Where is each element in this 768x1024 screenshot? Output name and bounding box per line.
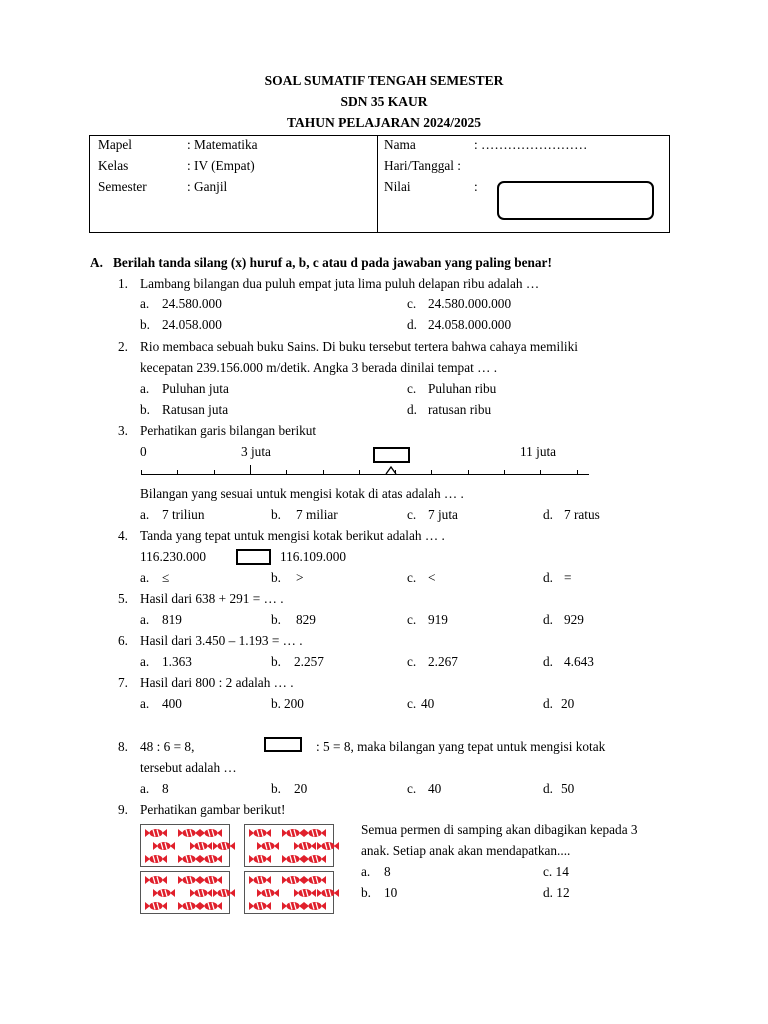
candy-icon <box>294 888 316 898</box>
candy-icon <box>145 901 167 911</box>
candy-icon <box>317 841 339 851</box>
candy-icon <box>190 888 212 898</box>
q3-option-a[interactable]: 7 triliun <box>162 507 205 522</box>
number-line-tick <box>395 470 396 475</box>
candy-icon <box>200 875 222 885</box>
q5-option-a-letter[interactable]: a. <box>140 612 150 627</box>
q9-option-a[interactable]: 8 <box>384 864 391 879</box>
q5-option-d[interactable]: 929 <box>564 612 584 627</box>
q8-option-b-letter[interactable]: b. <box>271 781 281 796</box>
hari-tanggal-label: Hari/Tanggal : <box>384 158 461 173</box>
q3-option-a-letter[interactable]: a. <box>140 507 150 522</box>
candy-icon <box>282 854 304 864</box>
q7-option-d-letter[interactable]: d. <box>543 696 553 711</box>
number-line-tick <box>431 470 432 475</box>
q9-option-c[interactable]: c. 14 <box>543 864 569 879</box>
q2-option-b-letter[interactable]: b. <box>140 402 150 417</box>
q9-text: Perhatikan gambar berikut! <box>140 802 286 817</box>
q1-option-a-letter[interactable]: a. <box>140 296 150 311</box>
q4-left-number: 116.230.000 <box>140 549 206 564</box>
candy-icon <box>200 854 222 864</box>
q5-number: 5. <box>118 591 128 606</box>
candy-icon <box>178 828 200 838</box>
q2-option-d-letter[interactable]: d. <box>407 402 417 417</box>
school-name: SDN 35 KAUR <box>340 94 428 109</box>
number-line-label-3-juta: 3 juta <box>241 444 271 459</box>
q8-option-a[interactable]: 8 <box>162 781 169 796</box>
q4-option-c[interactable]: < <box>428 570 436 585</box>
q1-option-a[interactable]: 24.580.000 <box>162 296 222 311</box>
q6-option-b-letter[interactable]: b. <box>271 654 281 669</box>
q8-option-c-letter[interactable]: c. <box>407 781 417 796</box>
q6-option-d[interactable]: 4.643 <box>564 654 594 669</box>
q6-option-a-letter[interactable]: a. <box>140 654 150 669</box>
number-line-tick <box>577 470 578 475</box>
q1-option-d[interactable]: 24.058.000.000 <box>428 317 512 332</box>
q3-option-b-letter[interactable]: b. <box>271 507 281 522</box>
nama-label: Nama <box>384 137 416 152</box>
nilai-label: Nilai <box>384 179 411 194</box>
candy-icon <box>178 901 200 911</box>
q2-option-c-letter[interactable]: c. <box>407 381 417 396</box>
q5-option-b[interactable]: 829 <box>296 612 316 627</box>
q5-option-d-letter[interactable]: d. <box>543 612 553 627</box>
q8-text-line2: tersebut adalah … <box>140 760 237 775</box>
candy-icon <box>282 875 304 885</box>
q8-option-b[interactable]: 20 <box>294 781 308 796</box>
q4-option-a-letter[interactable]: a. <box>140 570 150 585</box>
q6-option-a[interactable]: 1.363 <box>162 654 192 669</box>
q9-option-d[interactable]: d. 12 <box>543 885 570 900</box>
candy-icon <box>257 841 279 851</box>
q5-option-c-letter[interactable]: c. <box>407 612 417 627</box>
q1-option-b[interactable]: 24.058.000 <box>162 317 222 332</box>
number-line-tick <box>286 470 287 475</box>
q4-option-b-letter[interactable]: b. <box>271 570 281 585</box>
q9-option-a-letter[interactable]: a. <box>361 864 371 879</box>
candy-icon <box>304 828 326 838</box>
q4-answer-box[interactable] <box>236 549 271 565</box>
candy-group-1 <box>140 824 230 867</box>
candy-icon <box>200 901 222 911</box>
q7-option-a[interactable]: 400 <box>162 696 182 711</box>
q2-option-b[interactable]: Ratusan juta <box>162 402 229 417</box>
mapel-value: : Matematika <box>187 137 258 152</box>
q2-option-a[interactable]: Puluhan juta <box>162 381 229 396</box>
candy-icon <box>249 901 271 911</box>
q6-option-b[interactable]: 2.257 <box>294 654 324 669</box>
candy-icon <box>200 828 222 838</box>
q9-option-b-letter[interactable]: b. <box>361 885 371 900</box>
q1-option-c-letter[interactable]: c. <box>407 296 417 311</box>
q6-option-d-letter[interactable]: d. <box>543 654 553 669</box>
candy-icon <box>153 888 175 898</box>
candy-group-3 <box>140 871 230 914</box>
semester-label: Semester <box>98 179 147 194</box>
q9-description-line1: Semua permen di samping akan dibagikan kepada 3 <box>361 822 638 837</box>
candy-icon <box>249 854 271 864</box>
q5-option-b-letter[interactable]: b. <box>271 612 281 627</box>
section-instruction: Berilah tanda silang (x) huruf a, b, c atau d pada jawaban yang paling benar! <box>113 255 552 270</box>
number-line-tick <box>141 470 142 475</box>
q3-option-d-letter[interactable]: d. <box>543 507 553 522</box>
candy-icon <box>282 828 304 838</box>
q3-text-2: Bilangan yang sesuai untuk mengisi kotak di atas adalah … . <box>140 486 464 501</box>
q3-text: Perhatikan garis bilangan berikut <box>140 423 317 438</box>
q8-option-d[interactable]: 50 <box>561 781 575 796</box>
q9-description-line2: anak. Setiap anak akan mendapatkan.... <box>361 843 571 858</box>
candy-icon <box>145 875 167 885</box>
section-label: A. <box>90 255 103 270</box>
q2-text-line1: Rio membaca sebuah buku Sains. Di buku tersebut tertera bahwa cahaya memiliki <box>140 339 578 354</box>
number-line-tick <box>468 470 469 475</box>
q4-text: Tanda yang tepat untuk mengisi kotak berikut adalah … . <box>140 528 445 543</box>
q7-option-b[interactable]: 200 <box>284 696 304 711</box>
candy-icon <box>178 875 200 885</box>
q5-text: Hasil dari 638 + 291 = … . <box>140 591 284 606</box>
q1-text: Lambang bilangan dua puluh empat juta lima puluh delapan ribu adalah … <box>140 276 540 291</box>
q4-option-d-letter[interactable]: d. <box>543 570 553 585</box>
q3-option-b[interactable]: 7 miliar <box>296 507 338 522</box>
number-line-tick <box>250 465 251 475</box>
q4-option-a[interactable]: ≤ <box>162 570 170 585</box>
q5-option-a[interactable]: 819 <box>162 612 182 627</box>
q2-option-c[interactable]: Puluhan ribu <box>428 381 497 396</box>
school-year: TAHUN PELAJARAN 2024/2025 <box>286 115 481 130</box>
q8-option-a-letter[interactable]: a. <box>140 781 150 796</box>
exam-title: SOAL SUMATIF TENGAH SEMESTER <box>264 73 504 88</box>
nama-field[interactable]: : …………………… <box>474 137 588 152</box>
number-line-answer-box[interactable] <box>373 447 410 463</box>
candy-icon <box>145 828 167 838</box>
q6-number: 6. <box>118 633 128 648</box>
q1-number: 1. <box>118 276 128 291</box>
candy-group-4 <box>244 871 334 914</box>
candy-icon <box>304 901 326 911</box>
q3-option-c[interactable]: 7 juta <box>428 507 458 522</box>
q8-text-part1: 48 : 6 = 8, <box>140 739 195 754</box>
q4-option-d[interactable]: = <box>564 570 572 585</box>
q4-right-number: 116.109.000 <box>280 549 346 564</box>
q5-option-c[interactable]: 919 <box>428 612 448 627</box>
number-line-label-11-juta: 11 juta <box>520 444 557 459</box>
candy-group-2 <box>244 824 334 867</box>
candy-icon <box>213 888 235 898</box>
candy-icon <box>304 875 326 885</box>
q7-text: Hasil dari 800 : 2 adalah … . <box>140 675 294 690</box>
number-line-label-0: 0 <box>140 444 147 459</box>
q2-number: 2. <box>118 339 128 354</box>
q7-option-a-letter[interactable]: a. <box>140 696 150 711</box>
q8-option-c[interactable]: 40 <box>428 781 442 796</box>
q6-option-c-letter[interactable]: c. <box>407 654 417 669</box>
candy-icon <box>257 888 279 898</box>
q2-option-a-letter[interactable]: a. <box>140 381 150 396</box>
number-line-tick <box>177 470 178 475</box>
candy-icon <box>282 901 304 911</box>
candy-icon <box>249 828 271 838</box>
q4-number: 4. <box>118 528 128 543</box>
q1-option-c[interactable]: 24.580.000.000 <box>428 296 512 311</box>
candy-icon <box>178 854 200 864</box>
candy-icon <box>153 841 175 851</box>
q9-number: 9. <box>118 802 128 817</box>
q8-text-part2: : 5 = 8, maka bilangan yang tepat untuk mengisi kotak <box>316 739 606 754</box>
q8-number: 8. <box>118 739 128 754</box>
q7-option-c-letter[interactable]: c. <box>407 696 417 711</box>
candy-icon <box>249 875 271 885</box>
candy-icon <box>294 841 316 851</box>
kelas-label: Kelas <box>98 158 129 173</box>
candy-icon <box>213 841 235 851</box>
q4-option-c-letter[interactable]: c. <box>407 570 417 585</box>
number-line-tick <box>323 470 324 475</box>
q3-number: 3. <box>118 423 128 438</box>
number-line-tick <box>359 470 360 475</box>
q3-option-d[interactable]: 7 ratus <box>564 507 600 522</box>
table-divider <box>377 136 378 232</box>
q8-option-d-letter[interactable]: d. <box>543 781 553 796</box>
number-line-tick <box>504 470 505 475</box>
q2-text-line2: kecepatan 239.156.000 m/detik. Angka 3 berada dinilai tempat … . <box>140 360 498 375</box>
q6-option-c[interactable]: 2.267 <box>428 654 458 669</box>
candy-icon <box>304 854 326 864</box>
q1-option-d-letter[interactable]: d. <box>407 317 417 332</box>
score-box[interactable] <box>497 181 654 220</box>
mapel-label: Mapel <box>98 137 132 152</box>
number-line-axis <box>141 474 589 475</box>
q1-option-b-letter[interactable]: b. <box>140 317 150 332</box>
candy-icon <box>190 841 212 851</box>
q2-option-d[interactable]: ratusan ribu <box>428 402 492 417</box>
q3-option-c-letter[interactable]: c. <box>407 507 417 522</box>
q4-option-b[interactable]: > <box>296 570 304 585</box>
number-line-tick <box>214 470 215 475</box>
candy-icon <box>145 854 167 864</box>
q6-text: Hasil dari 3.450 – 1.193 = … . <box>140 633 303 648</box>
q7-option-c[interactable]: 40 <box>421 696 435 711</box>
nilai-colon: : <box>474 179 478 194</box>
q7-option-d[interactable]: 20 <box>561 696 575 711</box>
candy-icon <box>317 888 339 898</box>
semester-value: : Ganjil <box>187 179 228 194</box>
kelas-value: : IV (Empat) <box>187 158 255 173</box>
q9-option-b[interactable]: 10 <box>384 885 398 900</box>
number-line-tick <box>540 470 541 475</box>
q8-answer-box[interactable] <box>264 737 302 752</box>
q7-number: 7. <box>118 675 128 690</box>
q7-option-b-letter[interactable]: b. <box>271 696 281 711</box>
